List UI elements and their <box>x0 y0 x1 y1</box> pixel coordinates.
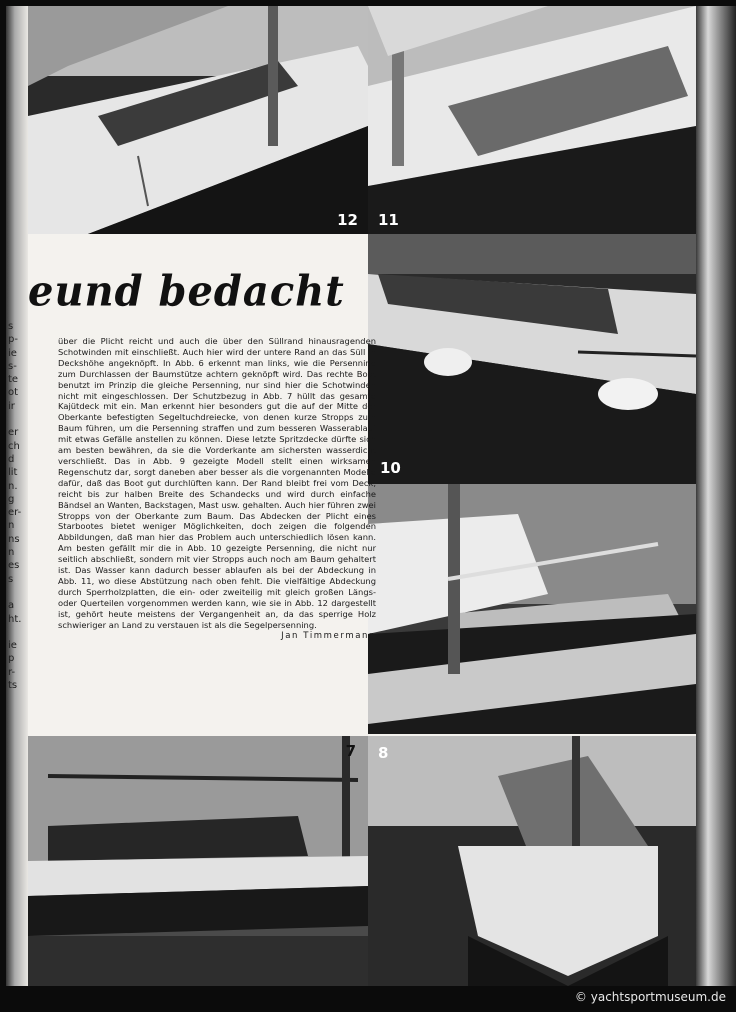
margin-fragment: te <box>8 374 19 386</box>
photo-7-number: 7 <box>345 742 356 760</box>
photo-8 <box>368 736 696 986</box>
margin-fragment: d <box>8 453 15 465</box>
margin-fragment: es <box>8 560 20 572</box>
margin-fragment <box>8 586 28 599</box>
photo-11 <box>368 6 696 234</box>
margin-fragment: g <box>8 493 15 505</box>
photo-12 <box>28 6 368 234</box>
photo-12-number: 12 <box>337 211 358 229</box>
margin-fragment <box>8 626 28 639</box>
copyright-credit: © yachtsportmuseum.de <box>574 990 726 1004</box>
margin-fragment: ht. <box>8 613 22 625</box>
margin-fragment: ie <box>8 347 17 359</box>
photo-8-number: 8 <box>378 744 389 762</box>
headline: eund bedacht <box>28 266 345 317</box>
margin-fragment: n <box>8 520 15 532</box>
photo-10 <box>368 234 696 484</box>
magazine-page <box>6 6 696 986</box>
photo-7 <box>28 736 368 986</box>
photo-10-number: 10 <box>380 459 401 477</box>
photo-8-image <box>368 736 696 986</box>
margin-fragment: s- <box>8 360 17 372</box>
photo-10-image <box>368 234 696 484</box>
article-author: Jan Timmermann <box>281 631 376 642</box>
margin-fragment: ts <box>8 680 18 692</box>
margin-fragment: ns <box>8 533 20 545</box>
photo-9-image <box>368 484 696 734</box>
margin-fragment: p <box>8 653 15 665</box>
margin-fragment <box>8 413 28 426</box>
margin-fragment: ie <box>8 640 17 652</box>
margin-fragment: p- <box>8 334 18 346</box>
margin-fragment: er- <box>8 507 22 519</box>
margin-fragment: a <box>8 600 15 612</box>
margin-fragment: n <box>8 547 15 559</box>
margin-fragment: n. <box>8 480 18 492</box>
article-text: über die Plicht reicht und auch die über den Süllrand hinausragenden Schotwinden mit einschließt. Auch hier wird der untere Rand an das Süll in Deckshöhe angeknöpft. In Abb. 6 erkennt man links, wie die Persenning zum Durchlassen der Baumstütze achtern geknöpft wird. Das rechte Boot benutzt im Prinzip die gleiche Persenning, nur sind hier die Schotwinden nicht mit eingeschlossen. Der Schutzbezug in Abb. 7 hüllt das gesamte Kajütdeck mit ein. Man erkennt hier besonders gut die auf der Mitte der Oberkante befestigten Segeltuchdreiecke, von denen kurze Stropps zum Baum führen, um die Persenning straffen und zum besseren Wasserablauf mit etwas Gefälle anstellen zu können. Diese letzte Spritzdecke dürfte sich am besten bewähren, da sie die Vorderkante am sichersten wasserdicht verschließt. Das in Abb. 9 gezeigte Modell stellt einen wirksamen Regenschutz dar, sorgt daneben aber besser als die vorgenannten Modelle dafür, daß das Boot gut durchlüften kann. Der Rand bleibt frei vom Deck, reicht bis zur halben Breite des Schandecks und wird durch einfache Bändsel an Wanten, Backstagen, Mast usw. gehalten. Auch hier führen zwei Stropps von der Oberkante zum Baum. Das Abdecken der Plicht eines Starbootes bietet weniger Möglichkeiten, doch zeigen die folgenden Abbildungen, daß man hier das Problem auch unterschiedlich lösen kann. Am besten gefällt mir die in Abb. 10 gezeigte Persenning, die nicht nur seitlich abschließt, sondern mit vier Stropps auch noch am Baum gehaltert ist. Das Wasser kann dadurch besser ablaufen als bei der Abdeckung in Abb. 11, wo diese Abstützung nach oben fehlt. Die vielfältige Abdeckung durch Sperrholzplatten, die ein- oder zweiteilig mit gleich großen Längs- oder Querteilen vorgenommen werden kann, wie sie in Abb. 12 dargestellt ist, gehört heute meistens der Vergangenheit an, da das sperrige Holz schwieriger an Land zu verstauen ist als die Segelpersenning. <box>58 336 376 630</box>
margin-fragment: er <box>8 427 19 439</box>
margin-fragment: ch <box>8 440 20 452</box>
margin-fragment: s <box>8 573 14 585</box>
photo-11-image <box>368 6 696 234</box>
book-spine <box>696 6 736 986</box>
margin-fragment: s <box>8 321 14 332</box>
photo-7-image <box>28 736 368 986</box>
margin-fragment: r- <box>8 666 16 678</box>
margin-fragment: ir <box>8 400 15 412</box>
previous-page-margin-text <box>8 320 28 692</box>
photo-12-image <box>28 6 368 234</box>
margin-fragment: ot <box>8 387 19 399</box>
photo-9 <box>368 484 696 734</box>
photo-11-number: 11 <box>378 211 399 229</box>
margin-fragment: lit <box>8 467 18 479</box>
article-body <box>58 336 376 642</box>
